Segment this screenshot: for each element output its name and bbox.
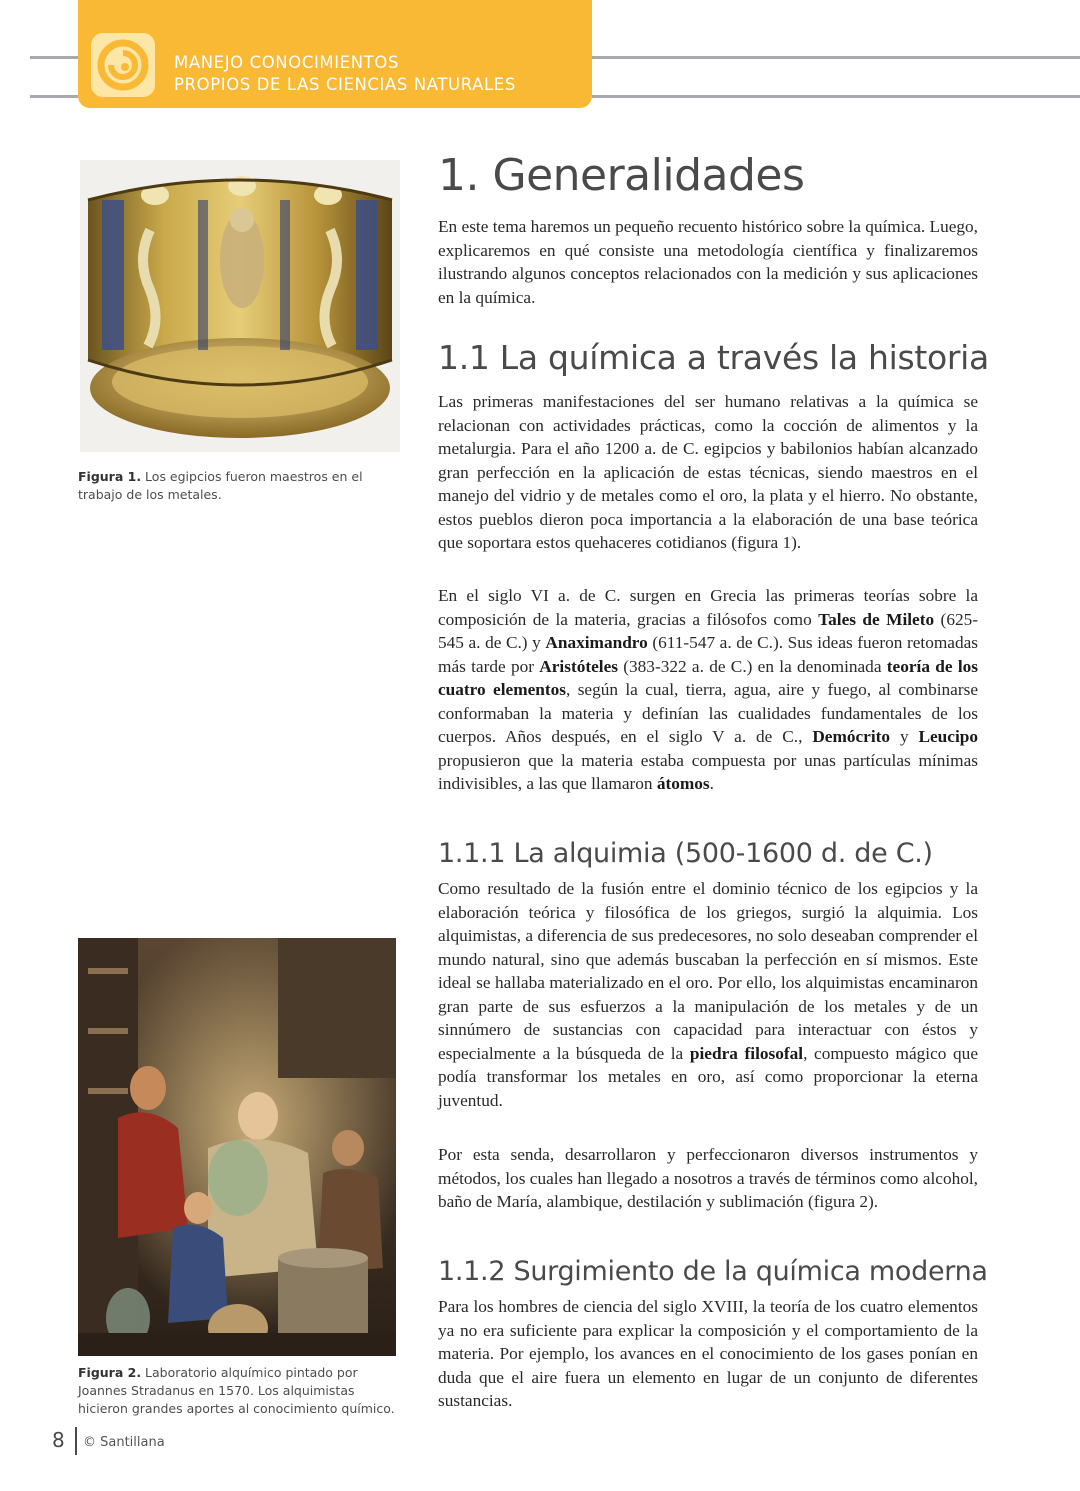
term-piedra-filosofal: piedra filosofal bbox=[689, 1043, 804, 1063]
term-democrito: Demócrito bbox=[812, 727, 891, 746]
term-aristoteles: Aristóteles bbox=[539, 656, 618, 676]
figure-2-alchemy-painting bbox=[78, 938, 396, 1356]
section-1-1-paragraph-2: En el siglo VI a. de C. surgen en Grecia las primeras teorías sobre la composición de la materia, gracias a filósofos como Tales de Mileto (625-545 a. de C.) y Anaximandro (611-547 a. de C.). Sus ideas fueron retomadas más tarde por Aristóteles (383-322 a. de C.) en la denominada teoría de los cuatro elementos, según la cual, tierra, agua, aire y fuego, al combinarse conformaban la materia y definían las cualidades fundamentales de los cuerpos. Años después, en el siglo V a. de C., Demócrito y Leucipo propusieron que la materia estaba compuesta por unas partículas mínimas indivisibles, a las que llamaron átomos. bbox=[438, 586, 979, 793]
section-1-1-1-heading: 1.1.1 La alquimia (500-1600 d. de C.) bbox=[438, 838, 933, 869]
term-anaximandro: Anaximandro bbox=[545, 633, 648, 652]
footer-divider bbox=[75, 1427, 77, 1455]
figure-2-caption bbox=[78, 1364, 398, 1418]
figure-2-text: Laboratorio alquímico pintado por Joannes Stradanus en 1570. Los alquimistas hicieron grandes aportes al conocimiento químico. bbox=[78, 1365, 395, 1416]
spiral-logo-icon bbox=[91, 33, 155, 97]
page-number: 8 bbox=[52, 1428, 65, 1452]
section-1-1-2-heading: 1.1.2 Surgimiento de la química moderna bbox=[438, 1256, 988, 1287]
header-rule-left-top bbox=[30, 56, 78, 59]
header-rule-left-bottom bbox=[30, 95, 78, 98]
figure-1-bracelet-image bbox=[80, 160, 400, 452]
figure-1-text: Los egipcios fueron maestros en el trabajo de los metales. bbox=[78, 469, 363, 502]
header-rule-right-top bbox=[592, 56, 1080, 59]
header-line-2: PROPIOS DE LAS CIENCIAS NATURALES bbox=[174, 75, 516, 94]
intro-paragraph: En este tema haremos un pequeño recuento histórico sobre la química. Luego, explicaremos en qué consiste una metodología científica y finalizaremos ilustrando algunos conceptos relacionados con la medición y sus aplicaciones en la química. bbox=[438, 217, 978, 307]
section-1-1-paragraph-1: Las primeras manifestaciones del ser humano relativas a la química se relacionan con actividades prácticas, como la cocción de alimentos y la metalurgia. Para el año 1200 a. de C. egipcios y babilonios habían alcanzado gran perfección en la aplicación de estas técnicas, siendo maestros en el manejo del vidrio y de metales como el oro, la plata y el hierro. No obstante, estos pueblos dieron poca importancia a la elaboración de una base teórica que soportara estos quehaceres cotidianos (figura 1). bbox=[438, 392, 978, 552]
figure-2-label: Figura 2. bbox=[78, 1365, 142, 1380]
section-1-1-2-paragraph-1: Para los hombres de ciencia del siglo XVIII, la teoría de los cuatro elementos ya no era suficiente para explicar la composición y el comportamiento de la materia. Por ejemplo, los avances en el conocimiento de los gases ponían en duda que el aire fuera un elemento en lugar de un conjunto de diferentes sustancias. bbox=[438, 1297, 978, 1410]
header-title bbox=[174, 52, 584, 96]
section-1-1-heading: 1.1 La química a través la historia bbox=[438, 338, 989, 377]
header-line-1: MANEJO CONOCIMIENTOS bbox=[174, 53, 400, 72]
section-1-1-1-paragraph-1: Como resultado de la fusión entre el dominio técnico de los egipcios y la elaboración teórica y filosófica de los griegos, surgió la alquimia. Los alquimistas, a diferencia de sus predecesores, no solo deseaban comprender el mundo natural, sino que además buscaban la perfección en sí mismos. Este ideal se hallaba materializado en el oro. Por ello, los alquimistas encaminaron gran parte de sus esfuerzos a la manipulación de los metales y de un sinnúmero de sustancias con capacidad para interactuar con éstos y especialmente a la búsqueda de la piedra filosofal, compuesto mágico que podía transformar los metales en oro, así como proporcionar la eterna juventud. bbox=[438, 879, 978, 1110]
figure-1-label: Figura 1. bbox=[78, 469, 142, 484]
term-tales-de-mileto: Tales de Mileto bbox=[818, 609, 935, 629]
figure-1-caption bbox=[78, 468, 398, 504]
publisher-credit: © Santillana bbox=[83, 1435, 165, 1450]
term-cuatro-elementos: teoría de los cuatro elementos bbox=[438, 656, 978, 699]
section-1-1-1-paragraph-2: Por esta senda, desarrollaron y perfeccionaron diversos instrumentos y métodos, los cuales han llegado a nosotros a través de términos como alcohol, baño de María, alambique, destilación y sublimación (figura 2). bbox=[438, 1145, 978, 1211]
page-title: 1. Generalidades bbox=[438, 150, 805, 201]
header-rule-right-bottom bbox=[592, 95, 1080, 98]
term-leucipo: Leucipo bbox=[918, 727, 979, 746]
term-atomos: átomos bbox=[656, 774, 710, 793]
